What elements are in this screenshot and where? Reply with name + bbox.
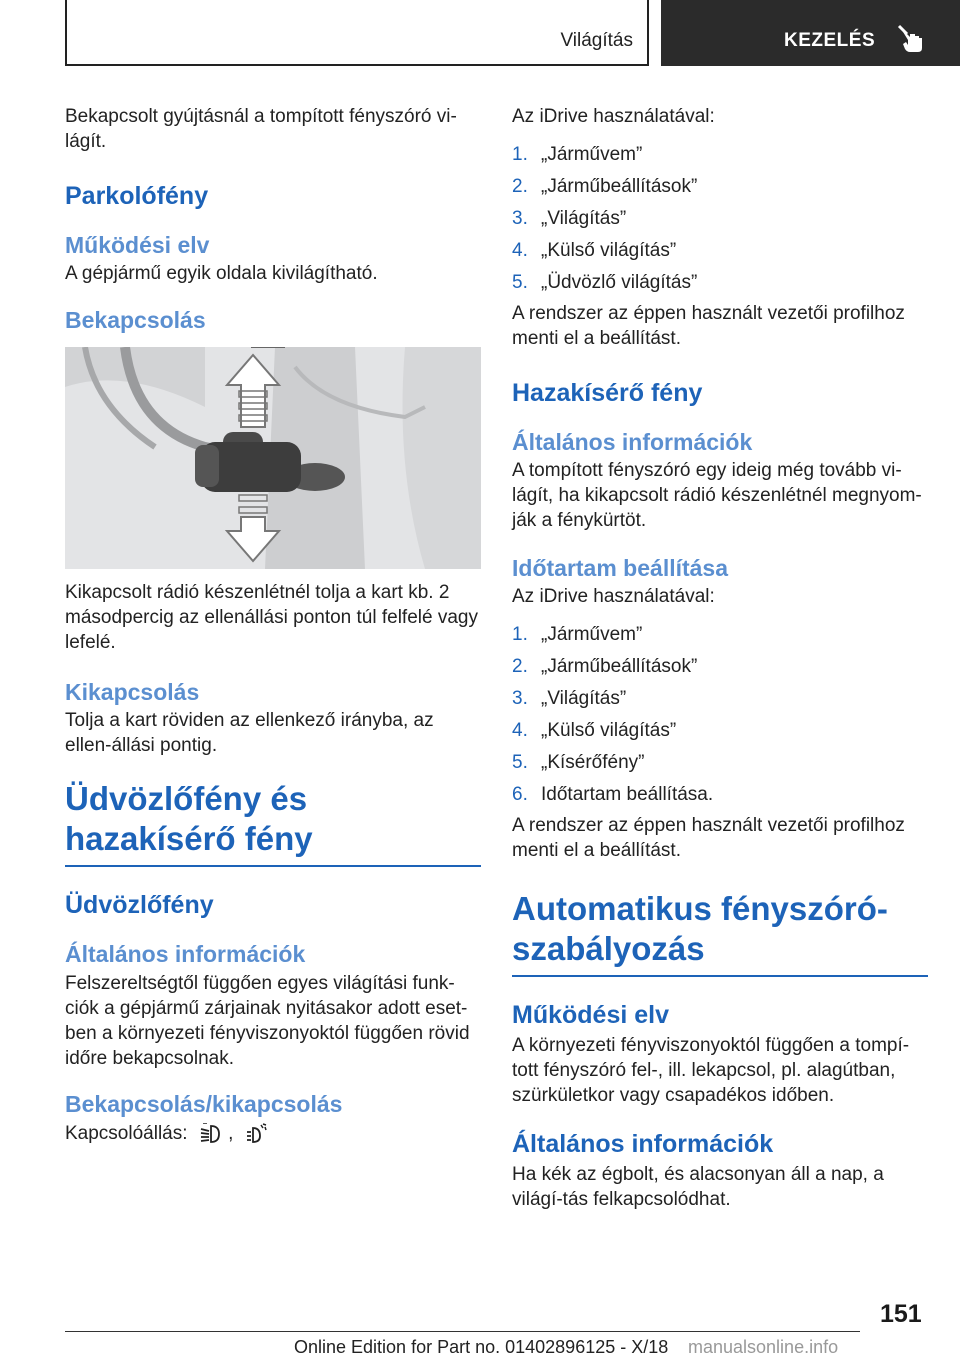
auto-general-heading: Általános információk [512,1130,774,1158]
watermark: manualsonline.info [688,1337,839,1357]
chapter-title: Világítás [560,30,633,51]
list-item: 4. „Külső világítás” [512,720,677,741]
home-general-heading: Általános információk [512,429,753,455]
low-beam-auto-icon [199,1123,223,1145]
intro-text: Bekapcsolt gyújtásnál a tompított fényszóró vi-lágít. [65,106,457,152]
home-general-text: A tompított fényszóró egy ideig még tovább vi-lágít, ha kikapcsolt rádió készenlétnél megnyom-ják a fénykürtöt. [512,460,922,531]
switch-off-heading: Kikapcsolás [65,679,200,705]
footer-divider [65,1331,860,1332]
list-item: 5. „Üdvözlő világítás” [512,272,698,293]
list-item: 1. „Járművem” [512,624,643,645]
switch-off-text: Tolja a kart röviden az ellenkező irányba, az ellen-állási pontig. [65,710,434,756]
lever-diagram [65,347,481,569]
duration-steps-list [512,619,928,811]
duration-intro: Az iDrive használatával: [512,586,715,607]
list-item: 3. „Világítás” [512,208,627,229]
auto-headlight-heading: Automatikus fényszóró-szabályozás [512,889,928,977]
parking-principle-text: A gépjármű egyik oldala kivilágítható. [65,263,378,284]
parking-principle-heading: Működési elv [65,232,210,258]
right-column [512,104,928,1212]
parking-light-heading: Parkolófény [65,182,209,210]
header-chapter-box [65,0,649,66]
welcome-general-text: Felszereltségtől függően egyes világítási funk-ciók a gépjármű zárjainak nyitásakor adott eset-ben a környezeti fényviszonyoktól függően rövid időre bekapcsolnak. [65,973,470,1069]
auto-principle-heading: Működési elv [512,1001,669,1029]
switch-position-separator: , [228,1123,234,1144]
idrive-intro: Az iDrive használatával: [512,106,715,127]
switch-on-heading: Bekapcsolás [65,307,206,333]
list-item: 6. Időtartam beállítása. [512,784,714,805]
follow-me-home-heading: Hazakísérő fény [512,379,703,407]
section-title: KEZELÉS [784,30,876,51]
duration-heading: Időtartam beállítása [512,555,729,581]
list-item: 2. „Járműbeállítások” [512,656,698,677]
list-item: 1. „Járművem” [512,144,643,165]
welcome-steps-list [512,139,928,299]
profile-note-2: A rendszer az éppen használt vezetői profilhoz menti el a beállítást. [512,815,905,861]
edition-text: Online Edition for Part no. 01402896125 - X/18 [294,1337,669,1357]
pointing-hand-icon [897,24,925,54]
list-item: 5. „Kísérőfény” [512,752,645,773]
list-item: 4. „Külső világítás” [512,240,677,261]
page-number: 151 [880,1300,922,1328]
welcome-onoff-heading: Bekapcsolás/kikapcsolás [65,1091,343,1117]
switch-position-line [65,1121,481,1146]
switch-on-text: Kikapcsolt rádió készenlétnél tolja a kart kb. 2 másodpercig az ellenállási ponton túl felfelé vagy lefelé. [65,582,478,653]
left-column [65,104,481,1146]
welcome-light-heading: Üdvözlőfény [65,891,214,919]
welcome-home-heading: Üdvözlőfény és hazakísérő fény [65,779,481,867]
profile-note: A rendszer az éppen használt vezetői profilhoz menti el a beállítást. [512,303,905,349]
list-item: 2. „Járműbeállítások” [512,176,698,197]
switch-position-label: Kapcsolóállás: [65,1123,188,1144]
list-item: 3. „Világítás” [512,688,627,709]
turn-signal-lever-illustration [65,347,481,569]
welcome-general-heading: Általános információk [65,941,306,967]
auto-general-text: Ha kék az égbolt, és alacsonyan áll a nap, a világí-tás felkapcsolódhat. [512,1164,884,1210]
header-section-tab [661,0,960,66]
auto-principle-text: A környezeti fényviszonyoktól függően a tompí-tott fényszóró fel-, ill. lekapcsol, pl. alagútban, szürkületkor vagy csapadékos időben. [512,1035,910,1106]
parking-light-icon [245,1123,269,1145]
